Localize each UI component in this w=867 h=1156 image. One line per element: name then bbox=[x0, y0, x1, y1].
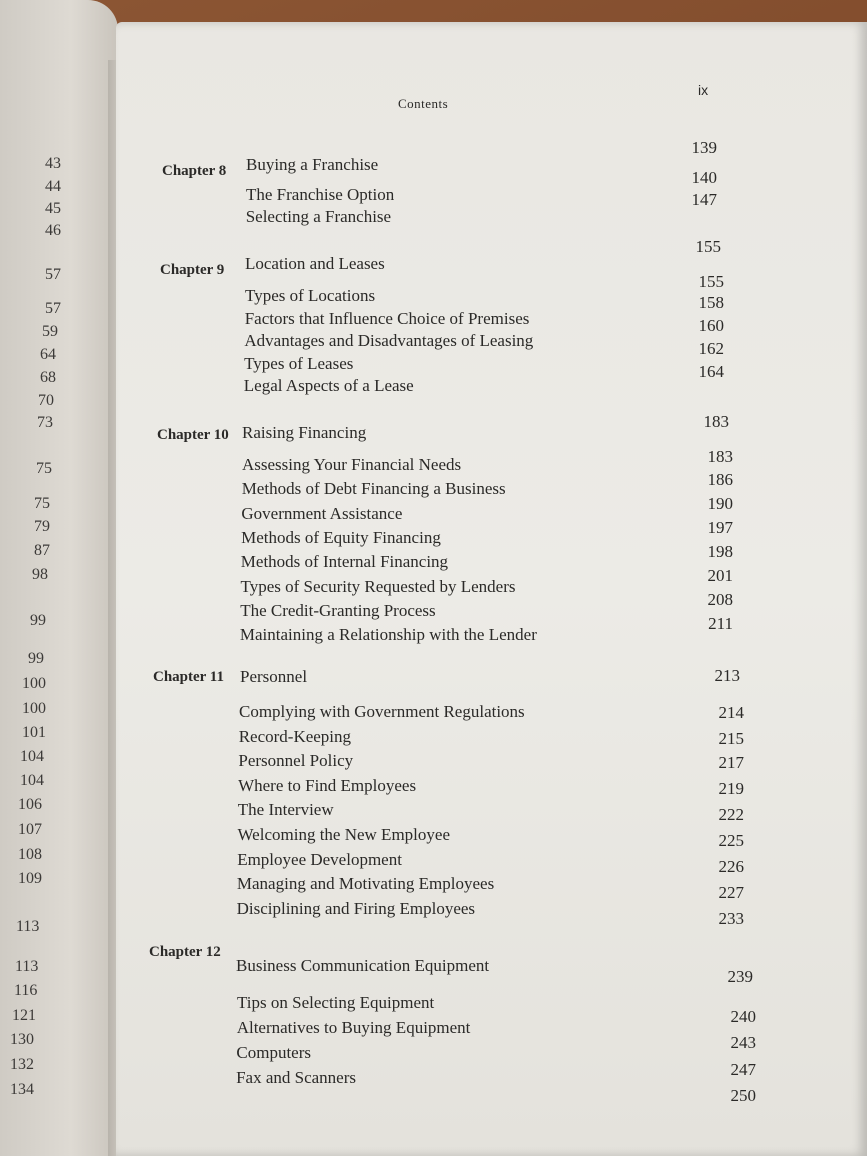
section-entry-title: The Credit-Granting Process bbox=[240, 600, 436, 620]
left-page-number: 132 bbox=[10, 1056, 34, 1073]
section-page-number: 164 bbox=[698, 362, 724, 381]
section-entry-title: The Franchise Option bbox=[246, 185, 395, 204]
section-entry-title: Government Assistance bbox=[241, 503, 403, 523]
left-page-number: 106 bbox=[18, 796, 42, 813]
left-page-number: 57 bbox=[45, 266, 61, 283]
section-entry-title: Methods of Internal Financing bbox=[240, 552, 449, 572]
section-entry-title: Complying with Government Regulations bbox=[239, 702, 525, 721]
left-page-number: 116 bbox=[14, 982, 38, 999]
section-page-number: 190 bbox=[707, 494, 733, 513]
section-page-number: 225 bbox=[718, 831, 744, 850]
section-entry-title: Methods of Equity Financing bbox=[241, 527, 441, 547]
left-page-number: 101 bbox=[22, 724, 46, 741]
left-page-number: 104 bbox=[20, 748, 44, 765]
left-page-number: 79 bbox=[34, 518, 50, 535]
left-page-number: 113 bbox=[16, 918, 40, 935]
section-page-number: 247 bbox=[730, 1060, 756, 1079]
left-page-number: 64 bbox=[40, 346, 56, 363]
section-page-number: 197 bbox=[707, 518, 733, 537]
chapter-label: Chapter 8 bbox=[162, 163, 227, 179]
left-page-number: 59 bbox=[42, 323, 58, 340]
section-entry-title: Advantages and Disadvantages of Leasing bbox=[244, 331, 534, 350]
chapter-label: Chapter 12 bbox=[149, 944, 221, 960]
section-entry-title: Alternatives to Buying Equipment bbox=[236, 1018, 471, 1037]
chapter-title: Buying a Franchise bbox=[246, 155, 379, 174]
chapter-label: Chapter 9 bbox=[160, 262, 225, 278]
left-page-number: 108 bbox=[18, 846, 42, 863]
chapter-page-number: 183 bbox=[703, 412, 729, 431]
section-page-number: 183 bbox=[707, 447, 733, 466]
page-header-title: Contents bbox=[398, 96, 449, 111]
chapter-title: Business Communication Equipment bbox=[236, 956, 490, 975]
left-page-number: 75 bbox=[36, 460, 52, 477]
section-entry-title: Types of Leases bbox=[244, 353, 354, 373]
section-entry-title: Fax and Scanners bbox=[236, 1068, 357, 1087]
section-page-number: 160 bbox=[698, 316, 724, 335]
section-entry-title: Legal Aspects of a Lease bbox=[243, 376, 414, 395]
section-entry-title: Factors that Influence Choice of Premises bbox=[244, 308, 530, 328]
chapter-label: Chapter 10 bbox=[157, 427, 229, 443]
section-page-number: 208 bbox=[707, 590, 733, 609]
left-page-number: 57 bbox=[45, 300, 61, 317]
left-page-number: 70 bbox=[38, 392, 54, 409]
section-page-number: 227 bbox=[718, 883, 744, 902]
left-page-number: 109 bbox=[18, 870, 42, 887]
page-number: ix bbox=[698, 82, 709, 98]
chapter-page-number: 139 bbox=[691, 138, 717, 157]
section-page-number: 219 bbox=[718, 779, 744, 798]
section-page-number: 211 bbox=[708, 614, 733, 633]
left-page-number: 130 bbox=[10, 1031, 34, 1048]
section-page-number: 240 bbox=[730, 1007, 756, 1026]
left-page-number: 87 bbox=[34, 542, 50, 559]
section-entry-title: Assessing Your Financial Needs bbox=[242, 455, 462, 474]
section-entry-title: Welcoming the New Employee bbox=[237, 825, 450, 844]
section-entry-title: The Interview bbox=[237, 800, 334, 820]
left-page-number: 98 bbox=[32, 566, 48, 583]
left-page-number: 121 bbox=[12, 1007, 36, 1024]
chapter-title: Location and Leases bbox=[245, 254, 385, 273]
section-page-number: 162 bbox=[698, 339, 724, 358]
left-page-number: 75 bbox=[34, 495, 50, 512]
left-page-number: 43 bbox=[45, 155, 61, 172]
section-entry-title: Personnel Policy bbox=[238, 751, 354, 771]
left-page-number: 104 bbox=[20, 772, 44, 789]
left-page-number: 68 bbox=[40, 369, 56, 386]
section-page-number: 250 bbox=[730, 1086, 756, 1105]
section-page-number: 243 bbox=[730, 1033, 756, 1052]
section-entry-title: Disciplining and Firing Employees bbox=[236, 898, 476, 918]
chapter-title: Personnel bbox=[240, 667, 308, 686]
left-page-number: 46 bbox=[45, 222, 61, 239]
section-page-number: 198 bbox=[707, 542, 733, 561]
chapter-page-number: 155 bbox=[695, 237, 721, 256]
section-page-number: 158 bbox=[698, 293, 724, 312]
section-entry-title: Maintaining a Relationship with the Lender bbox=[239, 625, 537, 645]
section-entry-title: Methods of Debt Financing a Business bbox=[241, 479, 506, 499]
chapter-title: Raising Financing bbox=[242, 423, 367, 442]
section-page-number: 217 bbox=[718, 753, 744, 772]
section-entry-title: Computers bbox=[236, 1043, 311, 1062]
section-page-number: 147 bbox=[691, 190, 717, 209]
left-page-number: 73 bbox=[37, 414, 53, 431]
chapter-page-number: 239 bbox=[727, 967, 753, 986]
left-page-number: 99 bbox=[28, 650, 44, 667]
section-page-number: 186 bbox=[707, 470, 733, 489]
section-entry-title: Record-Keeping bbox=[238, 726, 352, 746]
section-page-number: 233 bbox=[718, 909, 744, 928]
section-page-number: 155 bbox=[698, 272, 724, 291]
section-entry-title: Employee Development bbox=[237, 849, 402, 869]
section-page-number: 222 bbox=[718, 805, 744, 824]
left-page-number: 45 bbox=[45, 200, 61, 217]
section-entry-title: Where to Find Employees bbox=[238, 775, 417, 795]
section-entry-title: Types of Locations bbox=[245, 286, 376, 305]
section-entry-title: Selecting a Franchise bbox=[245, 207, 392, 226]
section-entry-title: Tips on Selecting Equipment bbox=[237, 993, 435, 1012]
section-page-number: 201 bbox=[707, 566, 733, 585]
left-page-number: 100 bbox=[22, 700, 46, 717]
left-page-number: 44 bbox=[45, 178, 61, 195]
chapter-page-number: 213 bbox=[714, 666, 740, 685]
section-entry-title: Types of Security Requested by Lenders bbox=[240, 576, 516, 596]
left-page-number: 113 bbox=[15, 958, 39, 975]
section-page-number: 215 bbox=[718, 729, 744, 748]
left-page-number: 100 bbox=[22, 675, 46, 692]
section-entry-title: Managing and Motivating Employees bbox=[236, 874, 495, 894]
section-page-number: 140 bbox=[691, 168, 717, 187]
section-page-number: 214 bbox=[718, 703, 744, 722]
left-page-number: 99 bbox=[30, 612, 46, 629]
section-page-number: 226 bbox=[718, 857, 744, 876]
chapter-label: Chapter 11 bbox=[153, 669, 224, 685]
left-page-number: 107 bbox=[18, 821, 42, 838]
left-page-number: 134 bbox=[10, 1081, 34, 1098]
